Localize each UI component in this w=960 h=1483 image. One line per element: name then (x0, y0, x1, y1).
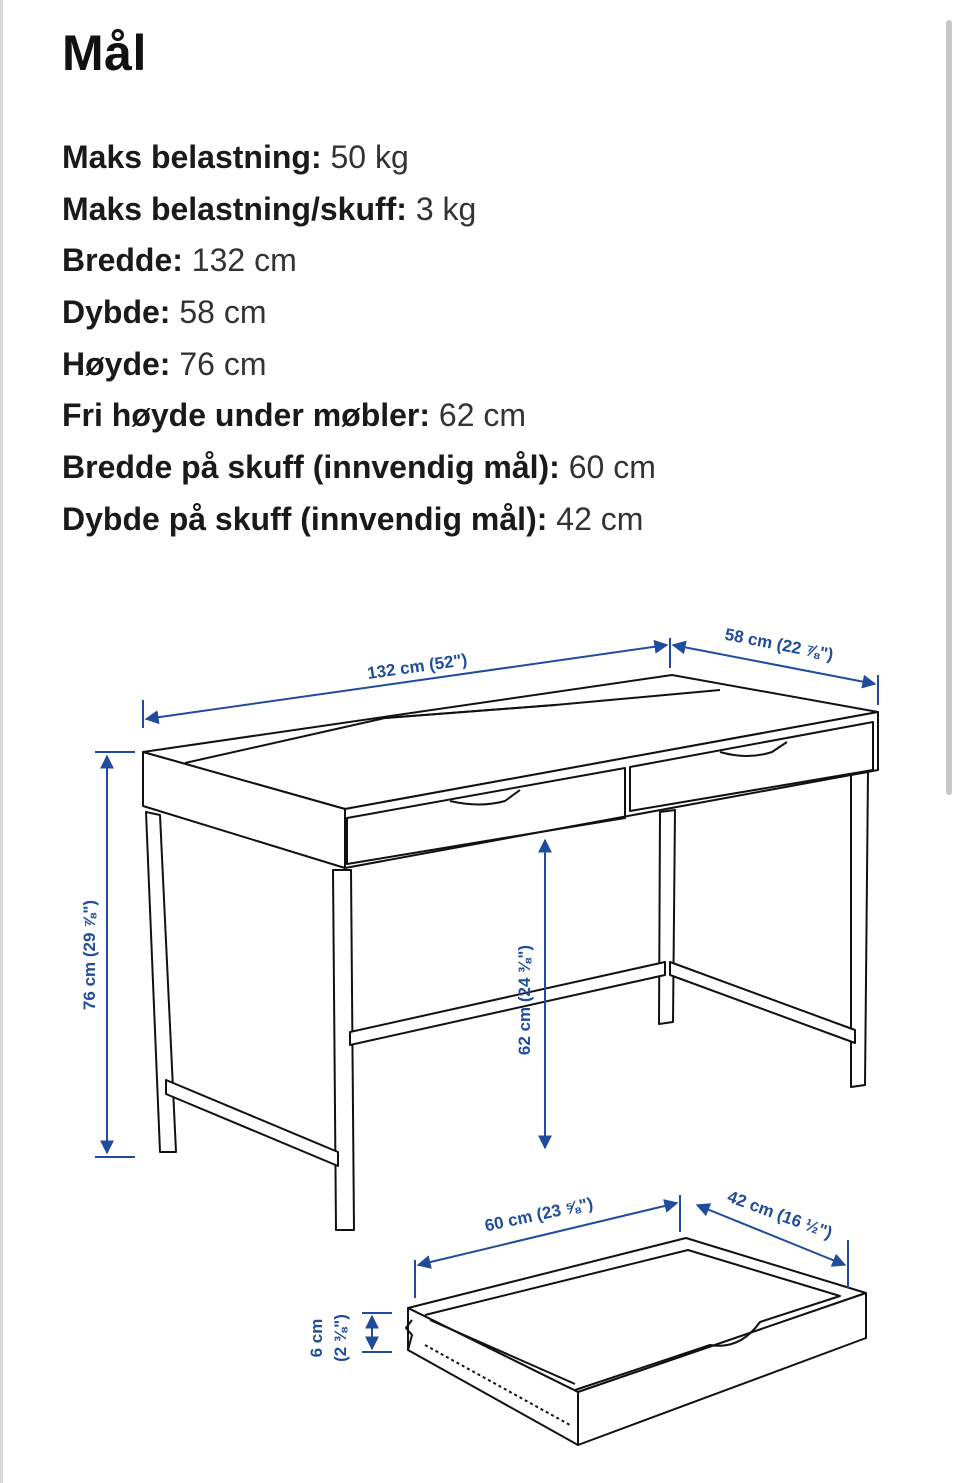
spec-row-max-load-drawer (62, 186, 656, 238)
spec-value: 62 cm (438, 397, 527, 434)
spec-value: 132 cm (191, 242, 297, 279)
spec-row-max-load (62, 134, 656, 186)
spec-label: Dybde: (62, 294, 171, 331)
desk-dimension-diagram (0, 600, 960, 1483)
dimension-spec-list (62, 134, 656, 548)
spec-label: Bredde: (62, 242, 183, 279)
spec-row-width (62, 237, 656, 289)
drawer-depth-label: 42 cm (16 ½") (724, 1187, 835, 1243)
desk-illustration (143, 675, 878, 1230)
spec-row-depth (62, 289, 656, 341)
spec-row-clearance (62, 392, 656, 444)
desk-height-label: 76 cm (29 ⅞") (80, 899, 99, 1011)
spec-value: 42 cm (556, 500, 644, 537)
spec-value: 3 kg (415, 190, 477, 227)
spec-label: Fri høyde under møbler: (62, 397, 431, 434)
spec-value: 60 cm (568, 449, 656, 486)
spec-row-height (62, 341, 656, 393)
spec-label: Bredde på skuff (innvendig mål): (62, 449, 560, 486)
page-title: Mål (62, 25, 147, 81)
drawer-illustration (406, 1238, 866, 1445)
drawer-height-cm-label: 6 cm (307, 1318, 326, 1358)
spec-label: Dybde på skuff (innvendig mål): (62, 500, 548, 537)
drawer-width-label: 60 cm (23 ⅝") (483, 1193, 595, 1236)
spec-label: Høyde: (62, 345, 171, 382)
spec-label: Maks belastning: (62, 139, 322, 175)
spec-value: 58 cm (179, 294, 267, 331)
spec-value: 76 cm (179, 345, 267, 382)
leg-clearance-label: 62 cm (24 ⅜") (515, 944, 534, 1056)
spec-label: Maks belastning/skuff: (62, 190, 407, 227)
desk-depth-label: 58 cm (22 ⅞") (723, 624, 835, 665)
desk-width-label: 132 cm (52") (366, 650, 469, 683)
spec-row-drawer-depth (62, 496, 656, 548)
drawer-height-in-label: (2 ⅜") (331, 1314, 350, 1362)
spec-value: 50 kg (330, 139, 409, 175)
spec-row-drawer-width (62, 444, 656, 496)
